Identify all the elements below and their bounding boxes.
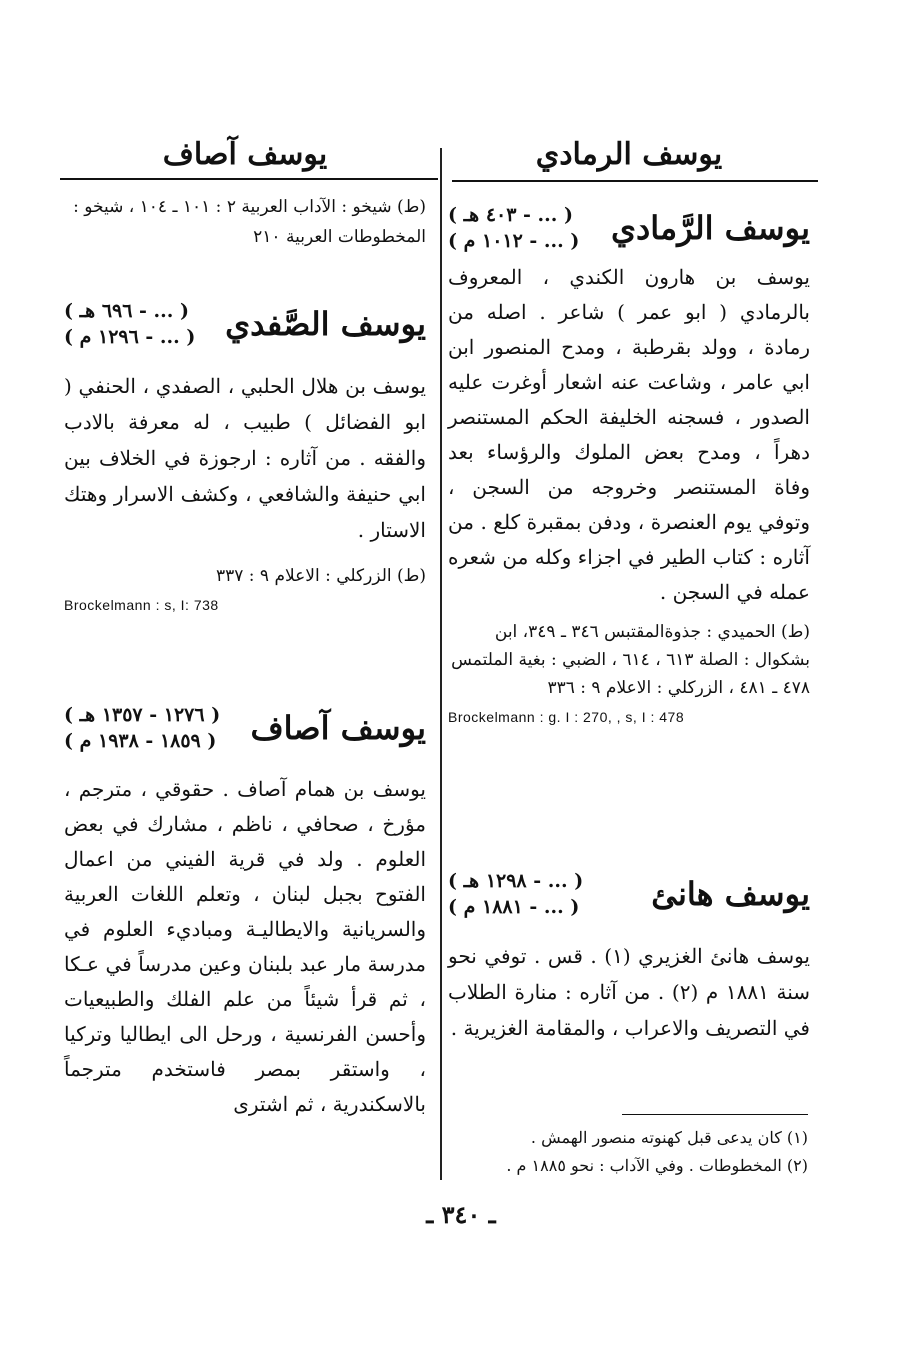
entry-references: (ط) الحميدي : جذوةالمقتبس ٣٤٦ ـ ٣٤٩، ابن بشكوال : الصلة ٦١٣ ، ٦١٤ ، الضبي : بغية الملتمس ٤٧٨ ـ ٤٨١ ، الزركلي : الاعلام ٩ : ٣٣٦ bbox=[451, 622, 810, 698]
gregorian-dates: ( ... - ١٨٨١ م ) bbox=[448, 896, 580, 918]
entry-dates bbox=[64, 702, 220, 754]
entry-body: يوسف بن همام آصاف . حقوقي ، مترجم ، مؤرخ ، صحافي ، ناظم ، مشارك في بعض العلوم . ولد في قرية الفيني من اعمال الفتوح بجبل لبنان ، وتعلم اللغات العربية والسريانية والايطاليـة ومباديء العلوم في مدرسة مار عبد بلبنان وعين مدرساً في عـكا ، ثم قرأ شيئاً من علم الفلك والطبيعيات وأحسن الفرنسية ، ورحل الى ايطاليا وتركيا ، واستقر بمصر فاستخدم مترجماً بالاسكندرية ، ثم اشترى bbox=[64, 777, 426, 1116]
entry-title: يوسف الرَّمادي bbox=[611, 209, 810, 247]
running-head-right: يوسف الرمادي bbox=[535, 137, 723, 172]
footnote-1: (١) كان يدعى قبل كهنوته منصور الهمش . bbox=[530, 1128, 808, 1147]
continued-ref-text: (ط) شيخو : الآداب العربية ٢ : ١٠١ ـ ١٠٤ ، شيخو : المخطوطات العربية ٢١٠ bbox=[73, 197, 426, 247]
footnote-rule bbox=[622, 1114, 808, 1115]
entry-references-latin: Brockelmann : s, I: 738 bbox=[64, 597, 219, 613]
entry-title: يوسف الصَّفدي bbox=[225, 305, 426, 343]
running-head-left: يوسف آصاف bbox=[162, 137, 328, 172]
column-divider bbox=[440, 148, 442, 1180]
entry-references-latin: Brockelmann : g. I : 270, , s, I : 478 bbox=[448, 709, 685, 725]
entry-asaf bbox=[64, 696, 426, 1122]
entry-body: يوسف هانئ الغزيري (١) . قس . توفي نحو سنة ١٨٨١ م (٢) . من آثاره : منارة الطلاب في التصريف والاعراب ، والمقامة الغزيرية . bbox=[448, 944, 811, 1040]
hijri-dates: ( ... - ٤٠٣ هـ ) bbox=[448, 204, 574, 226]
entry-title: يوسف آصاف bbox=[250, 709, 426, 747]
gregorian-dates: ( ... - ١٠١٢ م ) bbox=[448, 230, 580, 252]
entry-references: (ط) الزركلي : الاعلام ٩ : ٣٣٧ bbox=[215, 566, 426, 586]
entry-header bbox=[448, 862, 810, 926]
entry-header bbox=[448, 196, 810, 260]
entry-dates bbox=[64, 298, 195, 350]
right-column bbox=[448, 0, 810, 1200]
entry-body: يوسف بن هلال الحلبي ، الصفدي ، الحنفي ( ابو الفضائل ) طبيب ، له معرفة بالادب والفقه . من آثاره : ارجوزة في الخلاف بين ابي حنيفة والشافعي ، وكشف الاسرار وهتك الاستار . bbox=[64, 374, 426, 542]
entry-header bbox=[64, 292, 426, 356]
gregorian-dates: ( ١٨٥٩ - ١٩٣٨ م ) bbox=[64, 730, 217, 752]
entry-hani bbox=[448, 862, 810, 1046]
continued-reference bbox=[64, 192, 426, 252]
footnotes bbox=[452, 1124, 808, 1180]
entry-dates bbox=[448, 202, 579, 254]
entry-title: يوسف هانئ bbox=[651, 875, 810, 913]
hijri-dates: ( ١٢٧٦ - ١٣٥٧ هـ ) bbox=[64, 704, 221, 726]
footnote-2: (٢) المخطوطات . وفي الآداب : نحو ١٨٨٥ م . bbox=[506, 1156, 808, 1175]
hijri-dates: ( ... - ٦٩٦ هـ ) bbox=[64, 300, 190, 322]
gregorian-dates: ( ... - ١٢٩٦ م ) bbox=[64, 326, 196, 348]
entry-header bbox=[64, 696, 426, 760]
page-number: ـ ٣٤٠ ـ bbox=[426, 1200, 496, 1229]
hijri-dates: ( ... - ١٢٩٨ هـ ) bbox=[448, 870, 584, 892]
entry-dates bbox=[448, 868, 583, 920]
entry-safadi bbox=[64, 292, 426, 616]
entry-ramadi bbox=[448, 196, 810, 728]
left-column bbox=[64, 0, 426, 1200]
entry-body: يوسف بن هارون الكندي ، المعروف بالرمادي ( ابو عمر ) شاعر . اصله من رمادة ، وولد بقرطبة ، ومدح المنصور ابن ابي عامر ، وشاعت عنه اشعار أوغرت عليه الصدور ، فسجنه الخليفة الحكم المستنصر دهراً ، ومدح بعض الملوك والرؤساء بعد وفاة المستنصر وخروجه من السجن ، وتوفي يوم العنصرة ، ودفن بمقبرة كلع . من آثاره : كتاب الطير في اجزاء وكله من شعره عمله في السجن . bbox=[448, 265, 810, 604]
